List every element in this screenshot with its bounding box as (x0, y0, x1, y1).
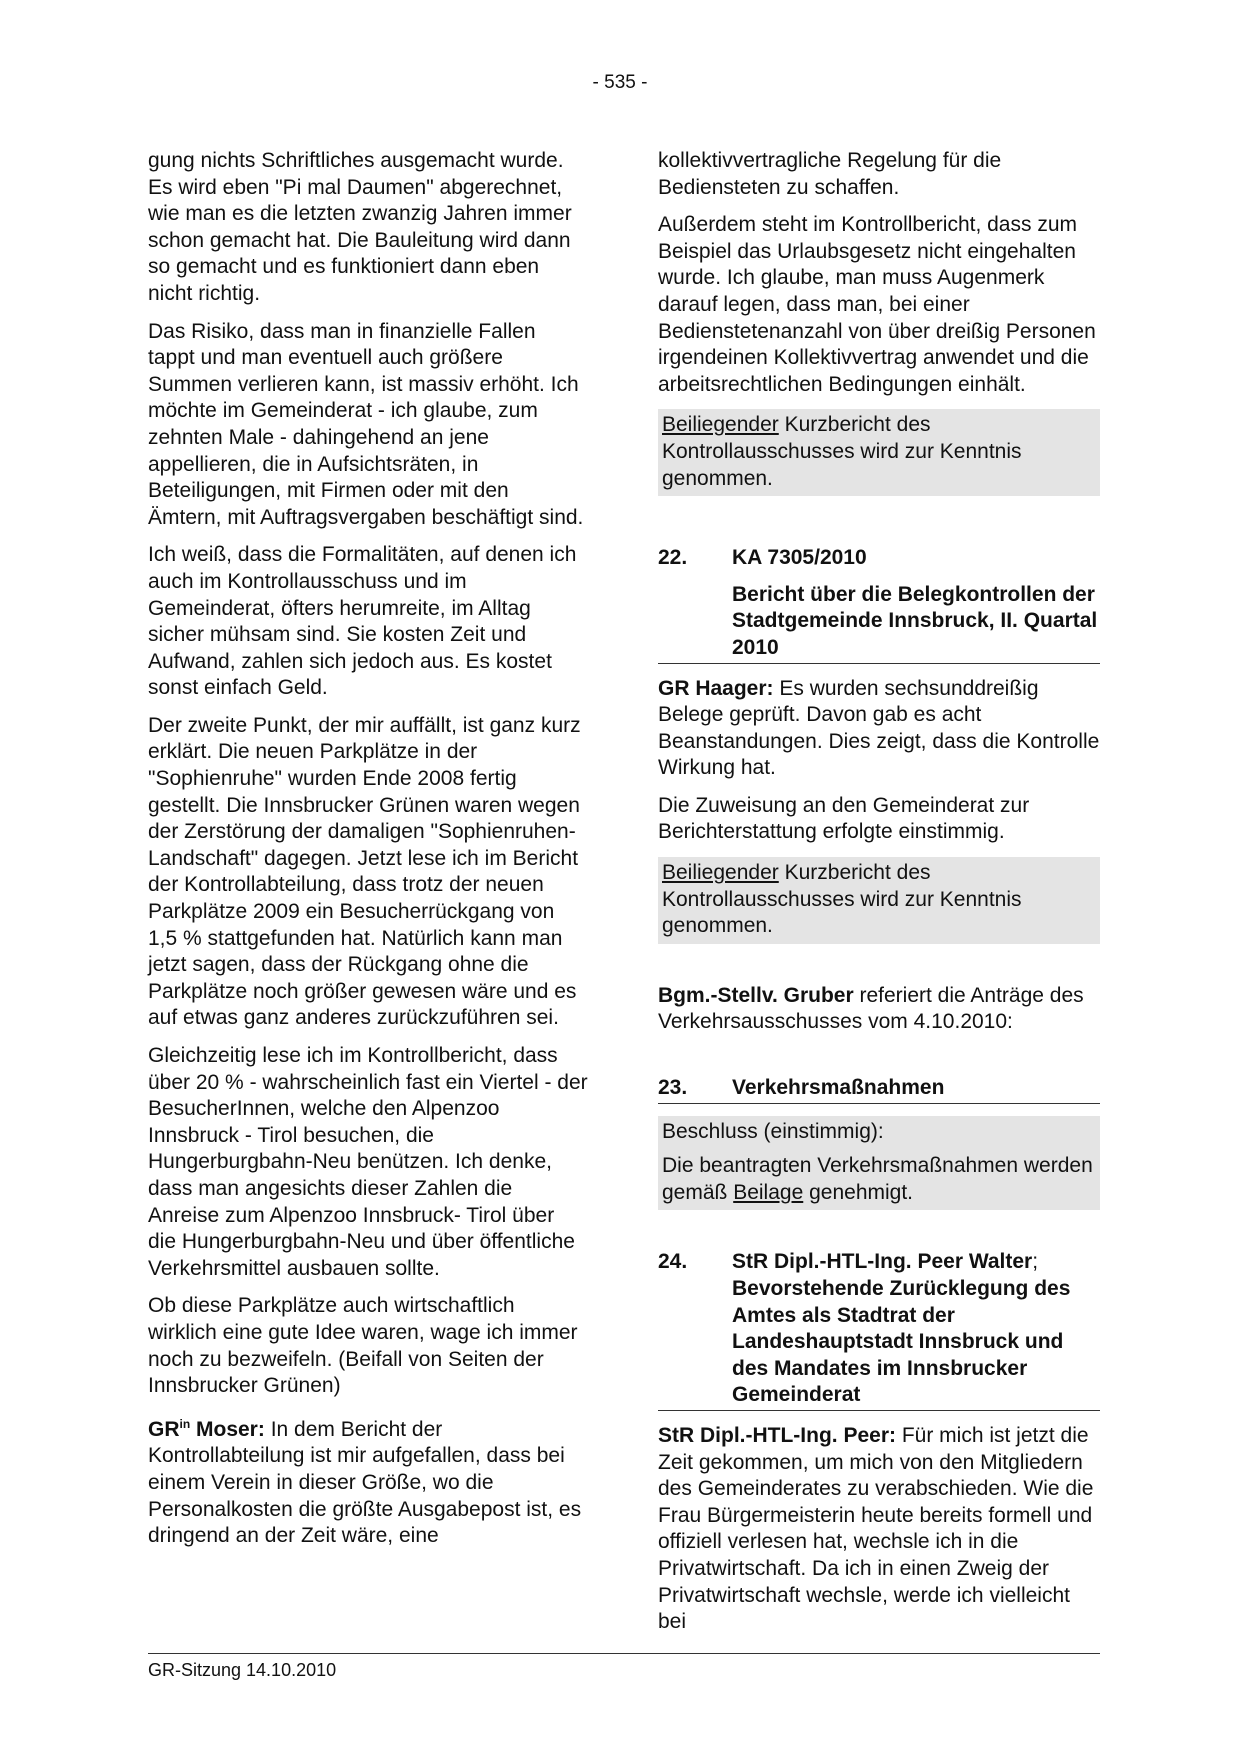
paragraph-moser: $GR^{in}$ Moser: In dem Bericht der Kontrollabteilung ist mir aufgefallen, dass bei einem Verein in dieser Größe, wo die Personalkosten die größte Ausgabepost ist, es dringend an der Zeit wäre, eine (148, 1416, 582, 1548)
paragraph: Ob diese Parkplätze auch wirtschaftlich wirklich eine gute Idee waren, wage ich immer noch zu bezweifeln. (Beifall von Seiten der Innsbrucker Grünen) (148, 1294, 578, 1398)
paragraph: Das Risiko, dass man in finanzielle Fallen tappt und man eventuell auch größere Summen verlieren kann, ist massiv erhöht. Ich möchte im Gemeinderat - ich glaube, zum zehnten Male - dahingehend an jene appellieren, die in Aufsichtsräten, in Beteiligungen, mit Firmen oder mit den Ämtern, mit Auftragsvergaben beschäftigt sind. (148, 319, 584, 529)
right-column (658, 148, 1100, 1647)
item-title: KA 7305/2010 (732, 546, 867, 570)
speaker-name: StR Dipl.-HTL-Ing. Peer: (658, 1423, 896, 1447)
resolution-text: Die beantragten Verkehrsmaßnahmen werden gemäß Beilage genehmigt. (662, 1154, 1093, 1204)
item-title: Verkehrsmaßnahmen (732, 1076, 945, 1100)
attachment-link[interactable]: Beilage (733, 1180, 804, 1204)
item-number: 22. (658, 546, 688, 570)
paragraph: Die Zuweisung an den Gemeinderat zur Berichterstattung erfolgte einstimmig. (658, 793, 1030, 844)
resolution-box: Beiliegender Kurzbericht des Kontrollausschusses wird zur Kenntnis genommen. (658, 409, 1100, 496)
paragraph: Außerdem steht im Kontrollbericht, dass zum Beispiel das Urlaubsgesetz nicht eingehalten wurde. Ich glaube, man muss Augenmerk darauf legen, dass man, bei einer Bedienstetenanzahl von über dreißig Personen irgendeinen Kollektivvertrag anwendet und die arbeitsrechtlichen Bedingungen einhält. (658, 213, 1096, 396)
paragraph: Ich weiß, dass die Formalitäten, auf denen ich auch im Kontrollausschuss und im Gemeinderat, öfters herumreite, im Alltag sicher mühsam sind. Sie kosten Zeit und Aufwand, zahlen sich jedoch aus. Es kostet sonst einfach Geld. (148, 543, 577, 700)
page-number: - 535 - (592, 72, 648, 93)
speaker-name: Bgm.-Stellv. Gruber (658, 983, 854, 1007)
attachment-link[interactable]: Beiliegender (662, 861, 779, 885)
left-column (148, 148, 588, 1561)
speaker-name: $GR^{in}$ Moser: (148, 1416, 265, 1441)
item-number: 24. (658, 1250, 688, 1274)
agenda-item-23 (658, 1075, 1100, 1104)
resolution-box: Beiliegender Kurzbericht des Kontrollausschusses wird zur Kenntnis genommen. (658, 857, 1100, 944)
agenda-item-22 (658, 545, 1100, 663)
speaker-name: GR Haager: (658, 676, 774, 700)
resolution-box (658, 1116, 1100, 1211)
item-title: StR Dipl.-HTL-Ing. Peer Walter; Bevorstehende Zurücklegung des Amtes als Stadtrat der Landeshauptstadt Innsbruck und des Mandates im Innsbrucker Gemeinderat (732, 1250, 1071, 1407)
paragraph: Gleichzeitig lese ich im Kontrollbericht, dass über 20 % - wahrscheinlich fast ein Viertel - der BesucherInnen, welche den Alpenzoo Innsbruck - Tirol besuchen, die Hungerburgbahn-Neu benützen. Ich denke, dass man angesichts dieser Zahlen die Anreise zum Alpenzoo Innsbruck- Tirol über die Hungerburgbahn-Neu und über öffentliche Verkehrsmittel ausbauen sollte. (148, 1044, 588, 1280)
paragraph-peer: StR Dipl.-HTL-Ing. Peer: Für mich ist jetzt die Zeit gekommen, um mich von den Mitgliedern des Gemeinderates zu verabschieden. Wie die Frau Bürgermeisterin heute bereits formell und offiziell verlesen hat, wechsle ich in die Privatwirtschaft. Da ich in einen Zweig der Privatwirtschaft wechsle, werde ich vielleicht bei (658, 1423, 1094, 1634)
attachment-link[interactable]: Beiliegender (662, 413, 779, 437)
paragraph: Der zweite Punkt, der mir auffällt, ist ganz kurz erklärt. Die neuen Parkplätze in der "Sophienruhe" wurden Ende 2008 fertig gestellt. Die Innsbrucker Grünen waren wegen der Zerstörung der damaligen "Sophienruhen-Landschaft" dagegen. Jetzt lese ich im Bericht der Kontrollabteilung, dass trotz der neuen Parkplätze 2009 ein Besucherrückgang von 1,5 % stattgefunden hat. Natürlich kann man jetzt sagen, dass der Rückgang ohne die Parkplätze noch größer gewesen wäre und es auf etwas ganz anderes zurückzuführen sei. (148, 713, 581, 1030)
paragraph: kollektivvertragliche Regelung für die Bediensteten zu schaffen. (658, 149, 1002, 199)
footer-divider (148, 1653, 1100, 1654)
paragraph: gung nichts Schriftliches ausgemacht wurde. Es wird eben "Pi mal Daumen" abgerechnet, wie man es die letzten zwanzig Jahren immer schon gemacht hat. Die Bauleitung wird dann so gemacht und es funktioniert dann eben nicht richtig. (148, 149, 572, 305)
item-subtitle: Bericht über die Belegkontrollen der Stadtgemeinde Innsbruck, II. Quartal 2010 (732, 582, 1098, 659)
resolution-label: Beschluss (einstimmig): (662, 1119, 884, 1143)
item-number: 23. (658, 1076, 688, 1100)
paragraph-haager: GR Haager: Es wurden sechsunddreißig Belege geprüft. Davon gab es acht Beanstandungen. Dies zeigt, dass die Kontrolle Wirkung hat. (658, 676, 1100, 780)
agenda-item-24 (658, 1249, 1100, 1411)
footer: GR-Sitzung 14.10.2010 (148, 1660, 337, 1680)
paragraph-gruber: Bgm.-Stellv. Gruber referiert die Anträge des Verkehrsausschusses vom 4.10.2010: (658, 983, 1084, 1034)
